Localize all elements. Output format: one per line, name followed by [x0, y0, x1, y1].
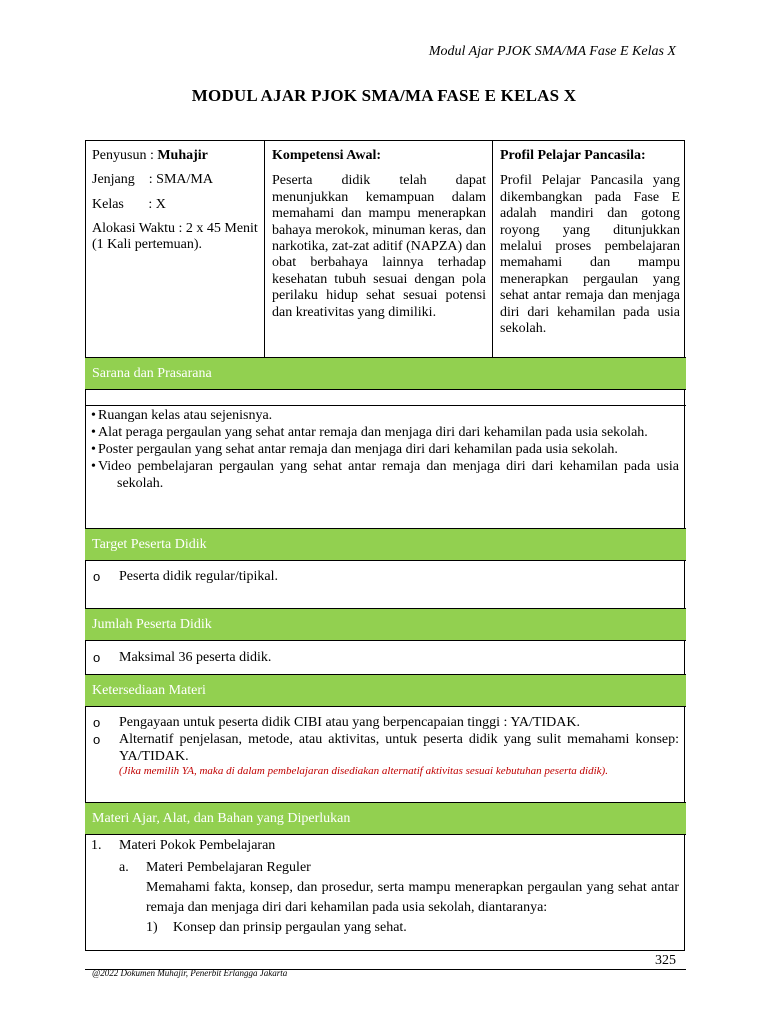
penyusun-line [92, 148, 258, 164]
ketersediaan-item: o Alternatif penjelasan, metode, atau aktivitas, untuk peserta didik yang sulit memahami konsep: YA/TIDAK. [93, 732, 679, 764]
sarana-separator [85, 390, 686, 406]
ketersediaan-heading: Ketersediaan Materi [85, 674, 686, 707]
profil-pancasila-heading: Profil Pelajar Pancasila: [500, 148, 646, 163]
sarana-heading: Sarana dan Prasarana [85, 357, 686, 390]
circle-bullet-icon: o [93, 569, 101, 584]
sarana-item: • Ruangan kelas atau sejenisnya. [91, 408, 273, 423]
jumlah-list [93, 649, 679, 666]
kompetensi-awal-heading: Kompetensi Awal: [272, 148, 382, 163]
jumlah-item: o Maksimal 36 peserta didik. [93, 650, 272, 665]
jenjang-line: Jenjang : SMA/MA [92, 172, 213, 188]
bullet-icon: • [91, 408, 96, 423]
jumlah-heading: Jumlah Peserta Didik [85, 608, 686, 641]
document-title: MODUL AJAR PJOK SMA/MA FASE E KELAS X [191, 86, 577, 105]
footer-copyright: @2022 Dokumen Muhajir, Penerbit Erlangga Jakarta [92, 968, 288, 978]
sarana-list [91, 407, 679, 492]
running-header: Modul Ajar PJOK SMA/MA Fase E Kelas X [428, 44, 676, 59]
materi-heading: Materi Ajar, Alat, dan Bahan yang Diperlukan [85, 802, 686, 835]
materi-item-1: 1. Materi Pokok Pembelajaran [91, 836, 679, 856]
target-item: o Peserta didik regular/tipikal. [93, 569, 279, 584]
kelas-line: Kelas : X [92, 196, 166, 212]
penyusun-label: Penyusun : [92, 148, 158, 163]
sarana-item: • Video pembelajaran pergaulan yang sehat antar remaja dan menjaga diri dari kehamilan pada usia sekolah. [91, 459, 679, 491]
circle-bullet-icon: o [93, 650, 101, 665]
circle-bullet-icon: o [93, 715, 101, 730]
bullet-icon: • [91, 425, 96, 440]
kompetensi-awal-column [265, 140, 493, 357]
identity-column [85, 140, 265, 357]
ketersediaan-note: (Jika memilih YA, maka di dalam pembelajaran disediakan alternatif aktivitas sesuai kebutuhan peserta didik). [119, 765, 608, 777]
materi-sub-a: a. Materi Pembelajaran Reguler [91, 858, 679, 878]
bullet-icon: • [91, 459, 96, 474]
materi-list [91, 836, 679, 938]
ketersediaan-list [93, 714, 679, 778]
page-number: 325 [655, 953, 676, 968]
circle-bullet-icon: o [93, 732, 101, 747]
kompetensi-awal-text: Peserta didik telah dapat menunjukkan kemampuan dalam memahami dan mampu menerapkan bahaya merokok, minuman keras, dan narkotika, zat-zat aditif (NAPZA) dan obat berbahaya lainnya terhadap kesehatan tubuh sesuai dengan pola perilaku hidup sehat sesuai potensi dan kreativitas yang dimiliki. [272, 173, 486, 320]
target-heading: Target Peserta Didik [85, 528, 686, 561]
target-list [93, 568, 679, 585]
profil-pancasila-text: Profil Pelajar Pancasila yang dikembangkan pada Fase E adalah mandiri dan gotong royong yang ditunjukkan melalui proses pembelajaran memahami dan mampu menerapkan pergaulan yang sehat antar remaja dan menjaga diri dari kehamilan pada usia sekolah. [500, 173, 680, 337]
sarana-item: • Alat peraga pergaulan yang sehat antar remaja dan menjaga diri dari kehamilan pada usia sekolah. [91, 425, 648, 440]
sarana-item: • Poster pergaulan yang sehat antar remaja dan menjaga diri dari kehamilan pada usia sekolah. [91, 442, 618, 457]
materi-item-1-number: 1. [91, 838, 102, 853]
profil-pancasila-column [493, 140, 686, 357]
penyusun-value: Muhajir [157, 148, 208, 163]
materi-sub-1-mark: 1) [146, 920, 158, 935]
ketersediaan-item: o Pengayaan untuk peserta didik CIBI atau yang berpencapaian tinggi : YA/TIDAK. [93, 715, 580, 730]
bullet-icon: • [91, 442, 96, 457]
materi-sub-1: 1) Konsep dan prinsip pergaulan yang sehat. [91, 918, 679, 938]
alokasi-line: Alokasi Waktu : 2 x 45 Menit (1 Kali pertemuan). [92, 221, 258, 253]
materi-sub-a-text: Memahami fakta, konsep, dan prosedur, serta mampu menerapkan pergaulan yang sehat antar remaja dan menjaga diri dari kehamilan pada usia sekolah, diantaranya: [146, 880, 679, 915]
identity-row [85, 140, 686, 358]
materi-sub-a-mark: a. [119, 860, 129, 875]
